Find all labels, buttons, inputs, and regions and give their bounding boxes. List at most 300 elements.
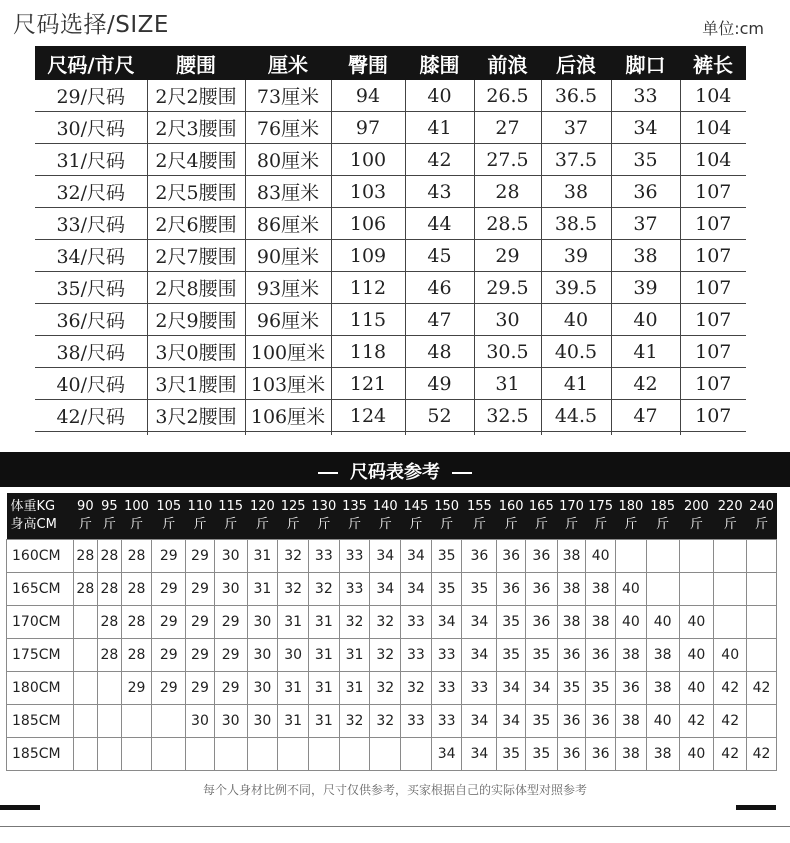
size-recommendation-cell — [616, 540, 647, 573]
size-cell: 44 — [405, 208, 474, 240]
weight-unit: 斤 — [624, 517, 638, 532]
size-recommendation-cell: 42 — [714, 672, 747, 705]
size-cell: 104 — [680, 144, 746, 176]
size-recommendation-cell: 36 — [525, 540, 557, 573]
size-recommendation-cell: 38 — [557, 573, 586, 606]
size-cell: 83厘米 — [245, 176, 331, 208]
size-recommendation-cell — [186, 738, 215, 771]
size-recommendation-cell: 40 — [646, 705, 679, 738]
cut-cell — [405, 432, 474, 436]
size-column-header: 尺码/市尺 — [35, 46, 147, 80]
weight-value: 165 — [528, 499, 554, 514]
size-recommendation-cell: 40 — [616, 573, 647, 606]
size-recommendation-cell: 28 — [121, 573, 152, 606]
size-cell: 2尺3腰围 — [147, 112, 245, 144]
size-recommendation-cell: 34 — [431, 606, 462, 639]
size-recommendation-cell: 34 — [497, 705, 526, 738]
weight-unit: 斤 — [723, 517, 737, 532]
size-cell: 40 — [611, 304, 680, 336]
size-recommendation-cell: 40 — [679, 672, 714, 705]
cut-cell — [611, 432, 680, 436]
size-cell: 39 — [611, 272, 680, 304]
size-recommendation-cell: 38 — [586, 606, 616, 639]
size-cell: 103 — [331, 176, 405, 208]
size-cell: 40/尺码 — [35, 368, 147, 400]
size-cell: 2尺7腰围 — [147, 240, 245, 272]
size-recommendation-cell: 31 — [308, 672, 339, 705]
size-column-header: 裤长 — [680, 46, 746, 80]
size-cell: 32.5 — [474, 400, 541, 432]
size-recommendation-cell — [278, 738, 309, 771]
size-recommendation-cell: 40 — [714, 639, 747, 672]
reference-title — [0, 458, 790, 484]
size-recommendation-cell: 28 — [98, 606, 122, 639]
size-row — [35, 272, 746, 304]
size-cell: 48 — [405, 336, 474, 368]
weight-value: 130 — [311, 499, 337, 514]
size-cell: 100厘米 — [245, 336, 331, 368]
disclaimer-note: 每个人身材比例不同，尺寸仅供参考，买家根据自己的实际体型对照参考 — [202, 783, 587, 797]
size-recommendation-cell: 30 — [247, 705, 278, 738]
size-cell: 29.5 — [474, 272, 541, 304]
size-recommendation-cell: 40 — [679, 639, 714, 672]
weight-unit: 斤 — [472, 517, 486, 532]
size-cell: 34/尺码 — [35, 240, 147, 272]
size-recommendation-cell: 31 — [278, 672, 309, 705]
weight-label: 体重KG — [10, 499, 56, 514]
height-label: 身高CM — [10, 517, 57, 532]
size-cell: 27 — [474, 112, 541, 144]
size-table-cut-row — [35, 432, 746, 436]
page-title: 尺码选择/SIZE — [13, 12, 169, 38]
size-recommendation-cell: 32 — [370, 606, 401, 639]
size-recommendation-cell: 28 — [121, 606, 152, 639]
height-cell: 185CM — [7, 738, 74, 771]
size-recommendation-cell: 29 — [152, 606, 186, 639]
size-cell: 107 — [680, 304, 746, 336]
size-recommendation-cell: 29 — [214, 639, 247, 672]
weight-column-header — [431, 493, 462, 540]
size-recommendation-cell: 33 — [431, 672, 462, 705]
size-cell: 47 — [611, 400, 680, 432]
weight-unit: 斤 — [594, 517, 608, 532]
size-cell: 38.5 — [541, 208, 611, 240]
size-recommendation-cell — [714, 573, 747, 606]
size-cell: 38 — [541, 176, 611, 208]
weight-column-header — [339, 493, 370, 540]
size-recommendation-cell — [747, 705, 777, 738]
bottom-divider — [0, 826, 790, 827]
size-cell: 2尺8腰围 — [147, 272, 245, 304]
size-recommendation-cell: 32 — [370, 672, 401, 705]
size-cell: 121 — [331, 368, 405, 400]
weight-column-header — [152, 493, 186, 540]
size-recommendation-cell: 28 — [73, 540, 98, 573]
size-cell: 41 — [541, 368, 611, 400]
size-recommendation-cell: 36 — [616, 672, 647, 705]
size-recommendation-cell — [308, 738, 339, 771]
weight-value: 100 — [124, 499, 149, 514]
size-recommendation-cell — [646, 540, 679, 573]
size-cell: 80厘米 — [245, 144, 331, 176]
size-cell: 45 — [405, 240, 474, 272]
size-recommendation-cell: 32 — [278, 573, 309, 606]
size-recommendation-cell — [73, 606, 98, 639]
size-recommendation-cell — [98, 705, 122, 738]
size-recommendation-cell: 36 — [497, 573, 526, 606]
weight-column-header — [586, 493, 616, 540]
size-row — [35, 368, 746, 400]
size-cell: 107 — [680, 272, 746, 304]
reference-row — [7, 705, 777, 738]
size-recommendation-cell: 28 — [121, 540, 152, 573]
size-cell: 36/尺码 — [35, 304, 147, 336]
size-recommendation-cell: 31 — [247, 573, 278, 606]
size-recommendation-cell: 36 — [525, 573, 557, 606]
size-recommendation-cell: 35 — [462, 573, 497, 606]
size-cell: 38/尺码 — [35, 336, 147, 368]
size-recommendation-cell: 35 — [497, 606, 526, 639]
weight-unit: 斤 — [193, 517, 207, 532]
size-cell: 2尺2腰围 — [147, 80, 245, 112]
size-recommendation-cell: 29 — [186, 606, 215, 639]
size-recommendation-cell — [152, 738, 186, 771]
size-recommendation-cell: 36 — [557, 705, 586, 738]
weight-column-header — [679, 493, 714, 540]
size-row — [35, 240, 746, 272]
weight-value: 240 — [749, 499, 774, 514]
weight-unit: 斤 — [130, 517, 144, 532]
size-recommendation-cell: 33 — [339, 540, 370, 573]
size-recommendation-cell: 29 — [152, 540, 186, 573]
weight-unit: 斤 — [162, 517, 176, 532]
size-recommendation-cell: 32 — [339, 606, 370, 639]
size-cell: 31/尺码 — [35, 144, 147, 176]
weight-value: 120 — [250, 499, 275, 514]
size-cell: 41 — [611, 336, 680, 368]
size-recommendation-cell: 32 — [370, 639, 401, 672]
size-recommendation-cell: 29 — [186, 540, 215, 573]
reference-table — [6, 493, 777, 771]
size-recommendation-cell: 34 — [462, 606, 497, 639]
size-recommendation-cell — [214, 738, 247, 771]
size-row — [35, 112, 746, 144]
size-recommendation-cell: 34 — [462, 705, 497, 738]
size-recommendation-cell: 34 — [462, 639, 497, 672]
size-recommendation-cell: 31 — [278, 606, 309, 639]
size-recommendation-cell: 29 — [186, 672, 215, 705]
size-cell: 27.5 — [474, 144, 541, 176]
size-recommendation-cell: 29 — [121, 672, 152, 705]
size-recommendation-cell: 31 — [308, 705, 339, 738]
size-cell: 47 — [405, 304, 474, 336]
size-cell: 52 — [405, 400, 474, 432]
weight-column-header — [557, 493, 586, 540]
weight-value: 175 — [588, 499, 614, 514]
size-recommendation-cell — [370, 738, 401, 771]
size-cell: 35/尺码 — [35, 272, 147, 304]
size-cell: 40 — [541, 304, 611, 336]
weight-column-header — [121, 493, 152, 540]
size-recommendation-cell: 36 — [497, 540, 526, 573]
size-recommendation-cell: 35 — [497, 738, 526, 771]
size-column-header: 脚口 — [611, 46, 680, 80]
height-cell: 160CM — [7, 540, 74, 573]
size-cell: 33 — [611, 80, 680, 112]
reference-row — [7, 573, 777, 606]
cut-cell — [245, 432, 331, 436]
size-column-header: 臀围 — [331, 46, 405, 80]
weight-column-header — [616, 493, 647, 540]
size-cell: 46 — [405, 272, 474, 304]
height-cell: 185CM — [7, 705, 74, 738]
size-recommendation-cell: 29 — [214, 606, 247, 639]
size-recommendation-cell: 36 — [525, 606, 557, 639]
weight-column-header — [646, 493, 679, 540]
weight-unit: 斤 — [755, 517, 769, 532]
size-cell: 100 — [331, 144, 405, 176]
size-recommendation-cell: 36 — [586, 705, 616, 738]
weight-value: 90 — [77, 499, 94, 514]
size-cell: 2尺9腰围 — [147, 304, 245, 336]
size-cell: 3尺1腰围 — [147, 368, 245, 400]
weight-column-header — [525, 493, 557, 540]
size-recommendation-cell: 40 — [616, 606, 647, 639]
size-recommendation-cell: 36 — [586, 639, 616, 672]
size-column-header: 腰围 — [147, 46, 245, 80]
size-cell: 44.5 — [541, 400, 611, 432]
size-recommendation-cell — [121, 738, 152, 771]
size-recommendation-cell: 31 — [339, 639, 370, 672]
size-recommendation-cell: 33 — [401, 705, 432, 738]
reference-corner-header — [7, 493, 74, 540]
size-recommendation-cell: 34 — [401, 540, 432, 573]
size-recommendation-cell — [247, 738, 278, 771]
size-cell: 2尺6腰围 — [147, 208, 245, 240]
size-row — [35, 304, 746, 336]
size-cell: 35 — [611, 144, 680, 176]
size-recommendation-cell: 36 — [557, 639, 586, 672]
size-recommendation-cell: 40 — [679, 606, 714, 639]
weight-unit: 斤 — [224, 517, 238, 532]
size-recommendation-cell: 40 — [586, 540, 616, 573]
cut-cell — [35, 432, 147, 436]
size-recommendation-cell: 30 — [214, 540, 247, 573]
size-recommendation-cell: 42 — [714, 738, 747, 771]
size-cell: 36.5 — [541, 80, 611, 112]
weight-value: 105 — [156, 499, 182, 514]
size-recommendation-cell — [679, 573, 714, 606]
size-recommendation-cell: 30 — [186, 705, 215, 738]
size-recommendation-cell: 35 — [497, 639, 526, 672]
size-cell: 118 — [331, 336, 405, 368]
reference-row — [7, 738, 777, 771]
size-recommendation-cell: 29 — [186, 639, 215, 672]
cut-cell — [147, 432, 245, 436]
size-cell: 49 — [405, 368, 474, 400]
reference-row — [7, 639, 777, 672]
height-cell: 180CM — [7, 672, 74, 705]
size-table-header — [35, 46, 746, 80]
size-recommendation-cell — [73, 705, 98, 738]
size-cell: 31 — [474, 368, 541, 400]
size-recommendation-cell: 34 — [401, 573, 432, 606]
decorative-bar-right — [736, 805, 776, 810]
size-recommendation-cell: 35 — [431, 540, 462, 573]
size-table-body — [35, 80, 746, 435]
size-column-header: 后浪 — [541, 46, 611, 80]
size-recommendation-cell: 35 — [586, 672, 616, 705]
size-recommendation-cell — [714, 540, 747, 573]
size-recommendation-cell: 42 — [747, 738, 777, 771]
size-recommendation-cell: 38 — [616, 738, 647, 771]
height-cell: 165CM — [7, 573, 74, 606]
reference-row — [7, 672, 777, 705]
size-cell: 97 — [331, 112, 405, 144]
size-recommendation-cell: 38 — [646, 672, 679, 705]
size-row — [35, 144, 746, 176]
size-cell: 42 — [405, 144, 474, 176]
height-cell: 170CM — [7, 606, 74, 639]
size-recommendation-cell: 28 — [98, 573, 122, 606]
size-cell: 30 — [474, 304, 541, 336]
size-recommendation-cell: 28 — [98, 639, 122, 672]
size-recommendation-cell: 42 — [747, 672, 777, 705]
size-recommendation-cell — [98, 738, 122, 771]
size-recommendation-cell: 30 — [214, 705, 247, 738]
height-cell: 175CM — [7, 639, 74, 672]
weight-column-header — [98, 493, 122, 540]
unit-label: 单位:cm — [702, 19, 764, 38]
size-cell: 30.5 — [474, 336, 541, 368]
reference-title-text: 尺码表参考 — [350, 462, 440, 483]
size-cell: 109 — [331, 240, 405, 272]
weight-value: 125 — [280, 499, 306, 514]
size-cell: 29/尺码 — [35, 80, 147, 112]
weight-unit: 斤 — [440, 517, 454, 532]
size-row — [35, 208, 746, 240]
size-row — [35, 80, 746, 112]
weight-column-header — [747, 493, 777, 540]
size-cell: 39 — [541, 240, 611, 272]
weight-value: 145 — [403, 499, 429, 514]
size-recommendation-cell — [98, 672, 122, 705]
size-row — [35, 336, 746, 368]
size-cell: 32/尺码 — [35, 176, 147, 208]
size-cell: 73厘米 — [245, 80, 331, 112]
size-cell: 106厘米 — [245, 400, 331, 432]
size-cell: 103厘米 — [245, 368, 331, 400]
reference-row — [7, 606, 777, 639]
size-cell: 106 — [331, 208, 405, 240]
size-recommendation-cell — [747, 639, 777, 672]
size-cell: 38 — [611, 240, 680, 272]
size-cell: 28 — [474, 176, 541, 208]
size-recommendation-cell: 33 — [401, 606, 432, 639]
weight-value: 150 — [434, 499, 460, 514]
size-cell: 124 — [331, 400, 405, 432]
size-recommendation-cell: 34 — [370, 573, 401, 606]
size-cell: 93厘米 — [245, 272, 331, 304]
size-recommendation-cell — [646, 573, 679, 606]
size-recommendation-cell: 31 — [339, 672, 370, 705]
weight-unit: 斤 — [348, 517, 362, 532]
weight-value: 115 — [218, 499, 244, 514]
size-cell: 37 — [611, 208, 680, 240]
size-recommendation-cell: 42 — [679, 705, 714, 738]
size-recommendation-cell — [121, 705, 152, 738]
size-recommendation-cell: 28 — [98, 540, 122, 573]
weight-unit: 斤 — [255, 517, 269, 532]
size-recommendation-cell — [747, 540, 777, 573]
size-recommendation-cell: 35 — [557, 672, 586, 705]
size-cell: 37 — [541, 112, 611, 144]
size-row — [35, 400, 746, 432]
size-recommendation-cell — [152, 705, 186, 738]
cut-cell — [474, 432, 541, 436]
weight-column-header — [714, 493, 747, 540]
size-cell: 34 — [611, 112, 680, 144]
weight-column-header — [308, 493, 339, 540]
size-recommendation-cell — [73, 738, 98, 771]
weight-unit: 斤 — [409, 517, 423, 532]
size-recommendation-cell: 32 — [308, 573, 339, 606]
size-recommendation-cell: 34 — [525, 672, 557, 705]
size-cell: 104 — [680, 112, 746, 144]
size-recommendation-cell: 32 — [339, 705, 370, 738]
size-recommendation-cell: 31 — [308, 639, 339, 672]
size-cell: 90厘米 — [245, 240, 331, 272]
weight-unit: 斤 — [534, 517, 548, 532]
decorative-bar-left — [0, 805, 40, 810]
cut-cell — [541, 432, 611, 436]
weight-column-header — [278, 493, 309, 540]
weight-value: 170 — [559, 499, 584, 514]
size-recommendation-cell: 32 — [370, 705, 401, 738]
weight-value: 140 — [372, 499, 398, 514]
size-cell: 43 — [405, 176, 474, 208]
size-recommendation-cell — [73, 672, 98, 705]
size-recommendation-cell: 33 — [431, 639, 462, 672]
size-cell: 39.5 — [541, 272, 611, 304]
size-recommendation-cell: 40 — [646, 606, 679, 639]
size-cell: 96厘米 — [245, 304, 331, 336]
weight-column-header — [186, 493, 215, 540]
reference-table-header — [7, 493, 777, 540]
size-recommendation-cell: 36 — [557, 738, 586, 771]
size-recommendation-cell: 36 — [462, 540, 497, 573]
size-cell: 36 — [611, 176, 680, 208]
size-cell: 28.5 — [474, 208, 541, 240]
size-cell: 37.5 — [541, 144, 611, 176]
size-recommendation-cell: 30 — [247, 606, 278, 639]
weight-unit: 斤 — [565, 517, 579, 532]
size-cell: 42 — [611, 368, 680, 400]
size-recommendation-cell: 33 — [308, 540, 339, 573]
weight-value: 200 — [683, 499, 709, 514]
weight-column-header — [462, 493, 497, 540]
weight-unit: 斤 — [102, 517, 116, 532]
size-recommendation-cell: 38 — [616, 705, 647, 738]
size-cell: 107 — [680, 176, 746, 208]
size-recommendation-cell: 28 — [121, 639, 152, 672]
size-row — [35, 176, 746, 208]
weight-unit: 斤 — [378, 517, 392, 532]
weight-value: 180 — [618, 499, 644, 514]
size-recommendation-cell: 38 — [646, 738, 679, 771]
size-cell: 3尺0腰围 — [147, 336, 245, 368]
size-recommendation-cell: 34 — [462, 738, 497, 771]
